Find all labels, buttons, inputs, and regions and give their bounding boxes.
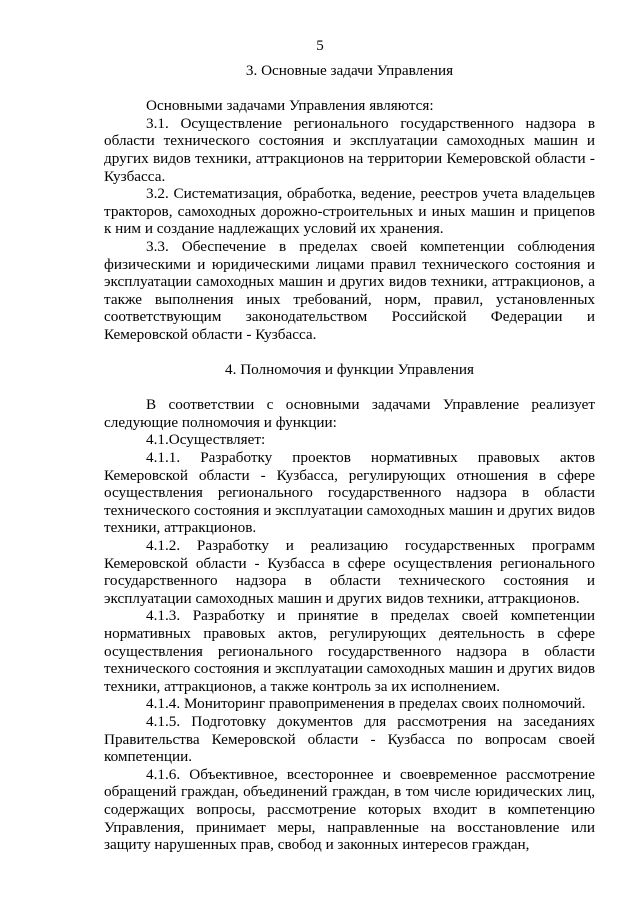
section-3-heading: 3. Основные задачи Управления	[245, 62, 454, 79]
page-number: 5	[316, 38, 324, 54]
item-3-3: 3.3. Обеспечение в пределах своей компетенции соблюдения физическими и юридическими лицами правил технического состояния и эксплуатации самоходных машин и других видов техники, аттракционов, а также выполнения иных требований, норм, правил, установленных соответствующим законодательством Российской Федерации и Кемеровской области - Кузбасса.	[104, 237, 595, 343]
item-3-2: 3.2. Систематизация, обработка, ведение, реестров учета владельцев тракторов, самоходных дорожно-строительных и иных машин и прицепов к ним и создание надлежащих условий их хранения.	[104, 185, 595, 238]
item-4-1-3: 4.1.3. Разработку и принятие в пределах своей компетенции нормативных правовых актов, регулирующих деятельность в сфере осуществления регионального государственного надзора в области технического состояния и эксплуатации самоходных машин и других видов техники, аттракционов, а также контроль за их исполнением.	[104, 607, 595, 695]
document-body	[104, 62, 595, 854]
item-4-1-2: 4.1.2. Разработку и реализацию государственных программ Кемеровской области - Кузбасса в сфере осуществления регионального государственного надзора в области технического состояния и эксплуатации самоходных машин и других видов техники, аттракционов.	[104, 537, 595, 607]
item-4-1-5: 4.1.5. Подготовку документов для рассмотрения на заседаниях Правительства Кемеровской области - Кузбасса по вопросам своей компетенции.	[104, 712, 595, 766]
item-4-1-1: 4.1.1. Разработку проектов нормативных правовых актов Кемеровской области - Кузбасса, регулирующих отношения в сфере осуществления регионального государственного надзора в области технического состояния и эксплуатации самоходных машин и других видов техники, аттракционов.	[104, 449, 595, 537]
section-4-heading: 4. Полномочия и функции Управления	[225, 361, 474, 379]
section-4-intro: В соответствии с основными задачами Управление реализует следующие полномочия и функции:	[104, 396, 595, 431]
item-4-1-4: 4.1.4. Мониторинг правоприменения в пределах своих полномочий.	[146, 695, 586, 713]
section-3-intro: Основными задачами Управления являются:	[146, 97, 434, 115]
item-3-1: 3.1. Осуществление регионального государственного надзора в области технического состояния и эксплуатации самоходных машин и других видов техники, аттракционов на территории Кемеровской области - Кузбасса.	[104, 114, 595, 185]
item-4-1-6: 4.1.6. Объективное, всестороннее и своевременное рассмотрение обращений граждан, объединений граждан, в том числе юридических лиц, содержащих вопросы, рассмотрение которых входит в компетенцию Управления, принимает меры, направленные на восстановление или защиту нарушенных прав, свобод и законных интересов граждан,	[104, 765, 595, 854]
item-4-1: 4.1.Осуществляет:	[146, 431, 266, 449]
